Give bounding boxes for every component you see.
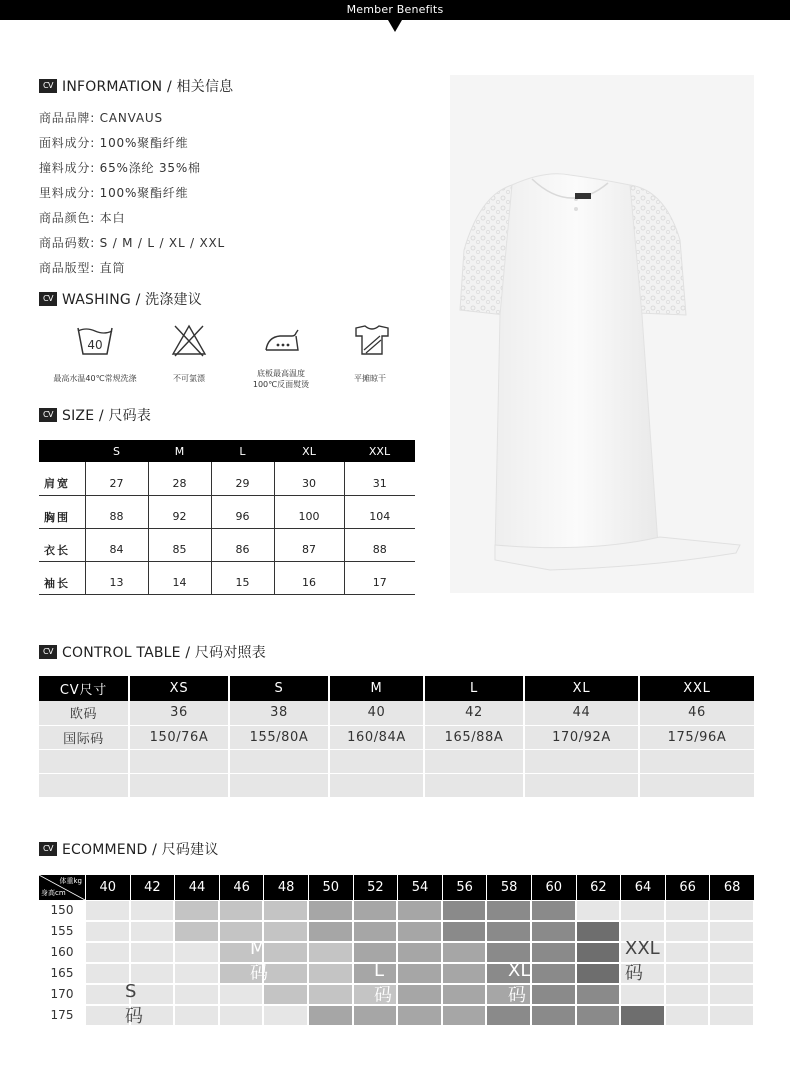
weight-header-68: 68: [709, 875, 754, 900]
table-cell: 92: [148, 495, 211, 528]
size-header-cell: [39, 440, 85, 462]
weight-header-60: 60: [531, 875, 576, 900]
table-cell: 46: [639, 701, 754, 725]
info-lining: 里料成分: 100%聚酯纤维: [39, 186, 189, 200]
height-label-150: 150: [50, 903, 74, 917]
size-table: [39, 440, 415, 595]
table-cell: [424, 749, 524, 773]
recommend-cell: [85, 1005, 130, 1026]
recommend-cell: [486, 900, 531, 921]
recommend-cell: [397, 1005, 442, 1026]
size-zone-label-xxl: XXL码: [625, 938, 660, 984]
table-cell: 88: [85, 495, 148, 528]
control-title: CONTROL TABLE / 尺码对照表: [62, 645, 266, 661]
washing-title: WASHING / 洗涤建议: [62, 292, 202, 308]
recommend-cell: [397, 963, 442, 984]
recommend-cell: [174, 963, 219, 984]
recommend-cell: [620, 1005, 665, 1026]
size-zone-label-m: M码: [250, 938, 268, 984]
recommend-cell: [308, 963, 353, 984]
dry-flat-caption: 平摊晾干: [354, 374, 386, 383]
recommend-cell: [219, 1005, 264, 1026]
control-header-cell: S: [229, 676, 329, 701]
info-fit: 商品版型: 直筒: [39, 261, 126, 275]
recommend-cell: [263, 900, 308, 921]
recommend-cell: [665, 900, 710, 921]
recommend-cell: [576, 1005, 621, 1026]
control-table: [39, 676, 754, 798]
wash-temp-label: 40: [87, 338, 103, 352]
recommend-cell: [709, 942, 754, 963]
washing-heading: [39, 290, 202, 308]
table-cell: 84: [85, 528, 148, 561]
weight-header-40: 40: [85, 875, 130, 900]
table-row: [39, 528, 415, 561]
table-cell: 13: [85, 561, 148, 594]
weight-header-50: 50: [308, 875, 353, 900]
dry-flat-icon: [331, 322, 413, 358]
table-cell: [329, 749, 424, 773]
control-header-cell: XL: [524, 676, 639, 701]
recommend-cell: [442, 900, 487, 921]
table-cell: 88: [344, 528, 415, 561]
recommend-cell: [665, 921, 710, 942]
weight-header-54: 54: [397, 875, 442, 900]
table-cell: 165/88A: [424, 725, 524, 749]
recommend-cell: [665, 963, 710, 984]
row-label: 袖长: [39, 561, 85, 594]
recommend-cell: [308, 900, 353, 921]
table-cell: 150/76A: [129, 725, 229, 749]
recommend-cell: [397, 942, 442, 963]
weight-header-56: 56: [442, 875, 487, 900]
recommend-cell: [308, 921, 353, 942]
size-header-cell: M: [148, 440, 211, 462]
size-zone-label-xl: XL码: [508, 960, 531, 1006]
cv-badge: CV: [39, 79, 57, 93]
size-header-cell: XL: [274, 440, 344, 462]
recommend-cell: [85, 984, 130, 1005]
recommend-cell: [263, 942, 308, 963]
info-contrast-fabric: 撞料成分: 65%涤纶 35%棉: [39, 161, 201, 175]
table-cell: 38: [229, 701, 329, 725]
recommend-cell: [174, 984, 219, 1005]
table-cell: 104: [344, 495, 415, 528]
table-cell: 30: [274, 462, 344, 495]
product-photo: [450, 75, 754, 593]
info-color: 商品颜色: 本白: [39, 211, 126, 225]
recommend-heading: [39, 840, 219, 858]
table-cell: 44: [524, 701, 639, 725]
row-label: 胸围: [39, 495, 85, 528]
recommend-cell: [442, 921, 487, 942]
info-brand: 商品品牌: CANVAUS: [39, 111, 163, 125]
size-heading: [39, 406, 151, 424]
table-cell: [129, 749, 229, 773]
table-cell: 27: [85, 462, 148, 495]
height-axis-label: 身高cm: [41, 889, 66, 897]
recommend-cell: [576, 921, 621, 942]
table-row: [39, 561, 415, 594]
recommend-cell: [531, 963, 576, 984]
control-header-cell: XS: [129, 676, 229, 701]
recommend-cell: [709, 921, 754, 942]
table-cell: 15: [211, 561, 274, 594]
table-cell: [229, 773, 329, 797]
iron-icon: [241, 322, 323, 358]
iron-caption-line1: 底板最高温度: [257, 369, 305, 378]
recommend-cell: [308, 1005, 353, 1026]
wash-caption: 最高水温40℃常规洗涤: [53, 374, 137, 383]
table-row: [39, 725, 754, 749]
control-header-cell: CV尺寸: [39, 676, 129, 701]
table-cell: [229, 749, 329, 773]
height-label-170: 170: [50, 987, 74, 1001]
recommend-cell: [442, 942, 487, 963]
row-label: 肩宽: [39, 462, 85, 495]
weight-header-58: 58: [486, 875, 531, 900]
recommend-cell: [576, 963, 621, 984]
recommend-cell: [397, 921, 442, 942]
size-header-cell: L: [211, 440, 274, 462]
control-header-cell: L: [424, 676, 524, 701]
recommend-cell: [174, 1005, 219, 1026]
weight-axis-label: 体重kg: [59, 877, 82, 885]
recommend-cell: [85, 921, 130, 942]
recommend-cell: [620, 900, 665, 921]
recommend-cell: [397, 984, 442, 1005]
recommend-cell: [576, 942, 621, 963]
table-cell: 16: [274, 561, 344, 594]
recommend-cell: [709, 1005, 754, 1026]
table-cell: 28: [148, 462, 211, 495]
recommend-cell: [576, 900, 621, 921]
table-cell: 100: [274, 495, 344, 528]
cv-badge: CV: [39, 842, 57, 856]
recommend-cell: [353, 921, 398, 942]
table-cell: 175/96A: [639, 725, 754, 749]
recommend-cell: [174, 921, 219, 942]
recommend-cell: [665, 1005, 710, 1026]
recommend-cell: [130, 942, 175, 963]
recommend-cell: [308, 942, 353, 963]
height-label-155: 155: [50, 924, 74, 938]
control-header-cell: M: [329, 676, 424, 701]
table-cell: 欧码: [39, 701, 129, 725]
table-cell: 160/84A: [329, 725, 424, 749]
weight-header-62: 62: [576, 875, 621, 900]
table-row: [39, 462, 415, 495]
recommend-cell: [531, 984, 576, 1005]
table-cell: [639, 773, 754, 797]
table-cell: 31: [344, 462, 415, 495]
weight-header-48: 48: [263, 875, 308, 900]
table-cell: 36: [129, 701, 229, 725]
recommend-cell: [174, 900, 219, 921]
recommend-cell: [263, 984, 308, 1005]
table-cell: [329, 773, 424, 797]
table-cell: [524, 773, 639, 797]
recommend-corner-header: [39, 875, 85, 900]
recommend-cell: [709, 900, 754, 921]
table-cell: 40: [329, 701, 424, 725]
table-row: [39, 773, 754, 797]
cv-badge: CV: [39, 408, 57, 422]
recommend-cell: [486, 921, 531, 942]
recommend-cell: [709, 963, 754, 984]
height-label-160: 160: [50, 945, 74, 959]
table-cell: [639, 749, 754, 773]
recommend-cell: [531, 942, 576, 963]
recommend-cell: [219, 900, 264, 921]
recommend-cell: [85, 900, 130, 921]
info-fabric: 面料成分: 100%聚酯纤维: [39, 136, 189, 150]
recommend-cell: [531, 900, 576, 921]
recommend-cell: [620, 984, 665, 1005]
cv-badge: CV: [39, 292, 57, 306]
table-cell: 86: [211, 528, 274, 561]
control-heading: [39, 643, 266, 661]
row-label: 衣长: [39, 528, 85, 561]
info-sizes: 商品码数: S / M / L / XL / XXL: [39, 236, 226, 250]
recommend-cell: [85, 942, 130, 963]
banner-title: Member Benefits: [346, 3, 444, 16]
size-header-cell: XXL: [344, 440, 415, 462]
weight-header-64: 64: [620, 875, 665, 900]
weight-header-66: 66: [665, 875, 710, 900]
recommend-cell: [665, 984, 710, 1005]
control-header-cell: XXL: [639, 676, 754, 701]
size-zone-label-l: L码: [374, 960, 392, 1006]
table-row: [39, 749, 754, 773]
table-cell: 155/80A: [229, 725, 329, 749]
recommend-cell: [531, 1005, 576, 1026]
control-header-row: [39, 676, 754, 701]
table-cell: 14: [148, 561, 211, 594]
recommend-cell: [397, 900, 442, 921]
recommend-cell: [130, 900, 175, 921]
recommend-cell: [531, 921, 576, 942]
table-cell: 42: [424, 701, 524, 725]
recommend-cell: [442, 963, 487, 984]
table-cell: 96: [211, 495, 274, 528]
recommend-cell: [263, 921, 308, 942]
weight-header-46: 46: [219, 875, 264, 900]
recommend-title: ECOMMEND / 尺码建议: [62, 842, 219, 858]
member-benefits-banner: [0, 0, 790, 20]
table-cell: 29: [211, 462, 274, 495]
table-row: [39, 701, 754, 725]
table-cell: 国际码: [39, 725, 129, 749]
table-row: [39, 495, 415, 528]
information-heading: [39, 77, 233, 95]
recommend-cell: [85, 963, 130, 984]
recommend-cell: [486, 1005, 531, 1026]
size-header-row: [39, 440, 415, 462]
information-title: INFORMATION / 相关信息: [62, 79, 234, 95]
recommend-cell: [130, 921, 175, 942]
recommend-cell: [219, 984, 264, 1005]
weight-header-42: 42: [130, 875, 175, 900]
weight-header-52: 52: [353, 875, 398, 900]
banner-arrow-icon: [388, 20, 402, 32]
weight-header-44: 44: [174, 875, 219, 900]
table-cell: 87: [274, 528, 344, 561]
table-cell: 17: [344, 561, 415, 594]
iron-caption-line2: 100℃反面熨烫: [252, 380, 310, 389]
recommend-cell: [263, 1005, 308, 1026]
no-bleach-icon: [148, 322, 230, 358]
table-cell: [39, 773, 129, 797]
table-cell: [524, 749, 639, 773]
recommend-cell: [308, 984, 353, 1005]
recommend-cell: [353, 1005, 398, 1026]
recommend-cell: [576, 984, 621, 1005]
table-cell: [129, 773, 229, 797]
recommend-cell: [709, 984, 754, 1005]
height-label-175: 175: [50, 1008, 74, 1022]
table-cell: [424, 773, 524, 797]
table-cell: [39, 749, 129, 773]
recommend-cell: [442, 1005, 487, 1026]
table-cell: 85: [148, 528, 211, 561]
wash-40-icon: [54, 322, 136, 358]
recommend-cell: [442, 984, 487, 1005]
size-header-cell: S: [85, 440, 148, 462]
no-bleach-caption: 不可氯漂: [173, 374, 205, 383]
recommend-cell: [174, 942, 219, 963]
recommend-cell: [263, 963, 308, 984]
size-zone-label-s: S码: [125, 981, 143, 1027]
size-title: SIZE / 尺码表: [62, 408, 152, 424]
height-label-165: 165: [50, 966, 74, 980]
recommend-cell: [353, 900, 398, 921]
recommend-cell: [665, 942, 710, 963]
table-cell: 170/92A: [524, 725, 639, 749]
cv-badge: CV: [39, 645, 57, 659]
